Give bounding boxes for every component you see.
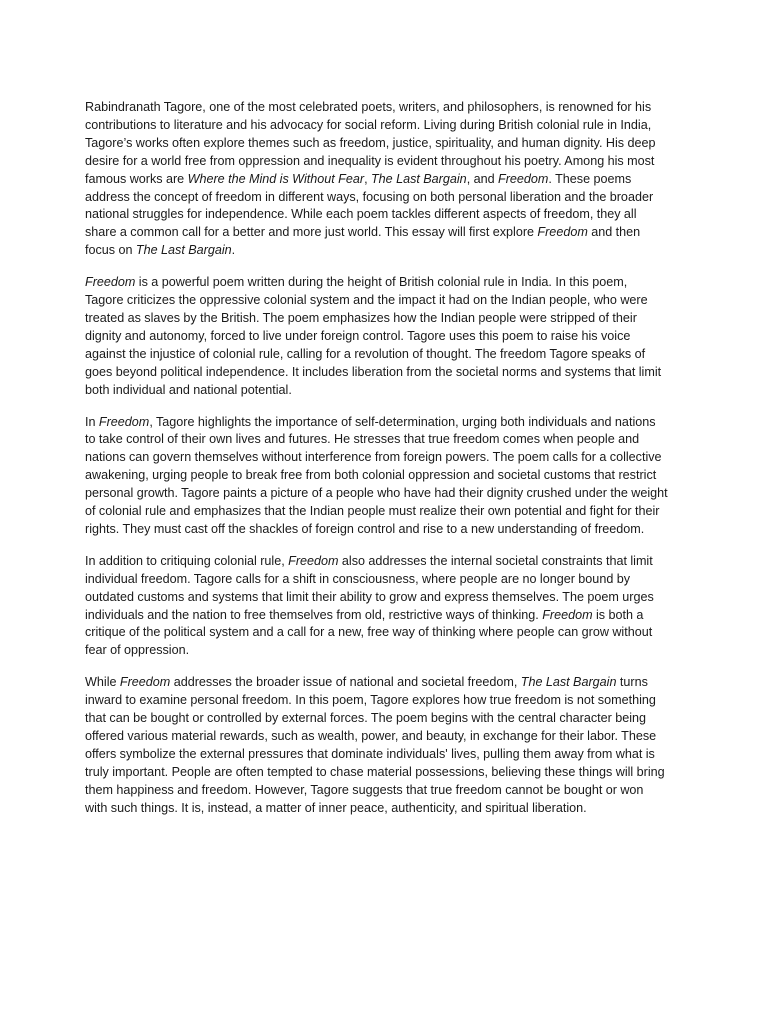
text-run: is both a critique of the political system and a call for a new, free way of thinking where people can grow without fear of oppression.	[85, 607, 653, 658]
italic-title: The Last Bargain	[520, 675, 617, 690]
text-run: also addresses the internal societal constraints that limit individual freedom. Tagore calls for a shift in consciousness, where people are no longer bound by outdated customs and systems that limit their ability to grow and express themselves. The poem urges individuals and the nation to free themselves from old, restrictive ways of thinking.	[85, 553, 654, 622]
italic-title: Freedom	[288, 553, 339, 568]
text-run: . These poems address the concept of freedom in different ways, focusing on both personal liberation and the broader national struggles for independence. While each poem tackles different aspects of freedom, they all share a common call for a better and more just world. This essay will first explore	[85, 171, 654, 240]
essay-body	[85, 99, 668, 818]
paragraph-societal-constraints	[85, 553, 668, 660]
italic-title: Freedom	[537, 225, 588, 240]
text-run: .	[231, 243, 236, 258]
text-run: ,	[364, 171, 371, 186]
italic-title: Where the Mind is Without Fear	[187, 171, 365, 186]
italic-title: Freedom	[498, 171, 549, 186]
italic-title: The Last Bargain	[370, 171, 467, 186]
text-run: is a powerful poem written during the height of British colonial rule in India. In this poem, Tagore criticizes the oppressive colonial system and the impact it had on the Indian people, who were treated as slaves by the British. The poem emphasizes how the Indian people were stripped of their dignity and autonomy, forced to live under foreign control. Tagore uses this poem to raise his voice against the injustice of colonial rule, calling for a revolution of thought. The freedom Tagore speaks of goes beyond political independence. It includes liberation from the societal norms and systems that limit both individual and national potential.	[85, 275, 662, 397]
italic-title: Freedom	[98, 414, 150, 429]
text-run: turns inward to examine personal freedom. In this poem, Tagore explores how true freedom is not something that can be bought or controlled by external forces. The poem begins with the central character being offered various material rewards, such as wealth, power, and beauty, in exchange for their labor. These offers symbolize the external pressures that dominate individuals' lives, pulling them away from what is truly important. People are often tempted to chase material possessions, believing these things will bring them happiness and freedom. However, Tagore suggests that true freedom cannot be bought or won with such things. It is, instead, a matter of inner peace, authenticity, and spiritual liberation.	[85, 675, 665, 815]
text-run: , and	[466, 171, 498, 186]
text-run: While	[85, 675, 120, 690]
paragraph-self-determination	[85, 414, 668, 539]
text-run: Rabindranath Tagore, one of the most celebrated poets, writers, and philosophers, is renowned for his contributions to literature and his advocacy for social reform. Living during British colonial rule in India, Tagore’s works often explore themes such as freedom, justice, spirituality, and human dignity. His deep desire for a world free from oppression and inequality is evident throughout his poetry. Among his most famous works are	[85, 100, 656, 186]
paragraph-intro	[85, 99, 668, 260]
paragraph-last-bargain	[85, 674, 668, 817]
italic-title: Freedom	[542, 607, 593, 622]
italic-title: Freedom	[119, 675, 171, 690]
paragraph-freedom-overview	[85, 274, 668, 399]
text-run: addresses the broader issue of national and societal freedom,	[170, 675, 521, 690]
italic-title: Freedom	[85, 275, 136, 290]
text-run: In	[85, 414, 99, 429]
text-run: and then focus on	[85, 225, 641, 258]
text-run: , Tagore highlights the importance of self-determination, urging both individuals and nations to take control of their own lives and futures. He stresses that true freedom comes when people and nations can govern themselves without interference from foreign powers. The poem calls for a collective awakening, urging people to break free from both colonial oppression and societal customs that restrict personal growth. Tagore paints a picture of a people who have had their dignity crushed under the weight of colonial rule and emphasizes that the Indian people must realize their own potential and fight for their rights. They must cast off the shackles of foreign control and rise to a new understanding of freedom.	[85, 414, 668, 536]
text-run: In addition to critiquing colonial rule,	[85, 553, 289, 568]
italic-title: The Last Bargain	[135, 243, 232, 258]
